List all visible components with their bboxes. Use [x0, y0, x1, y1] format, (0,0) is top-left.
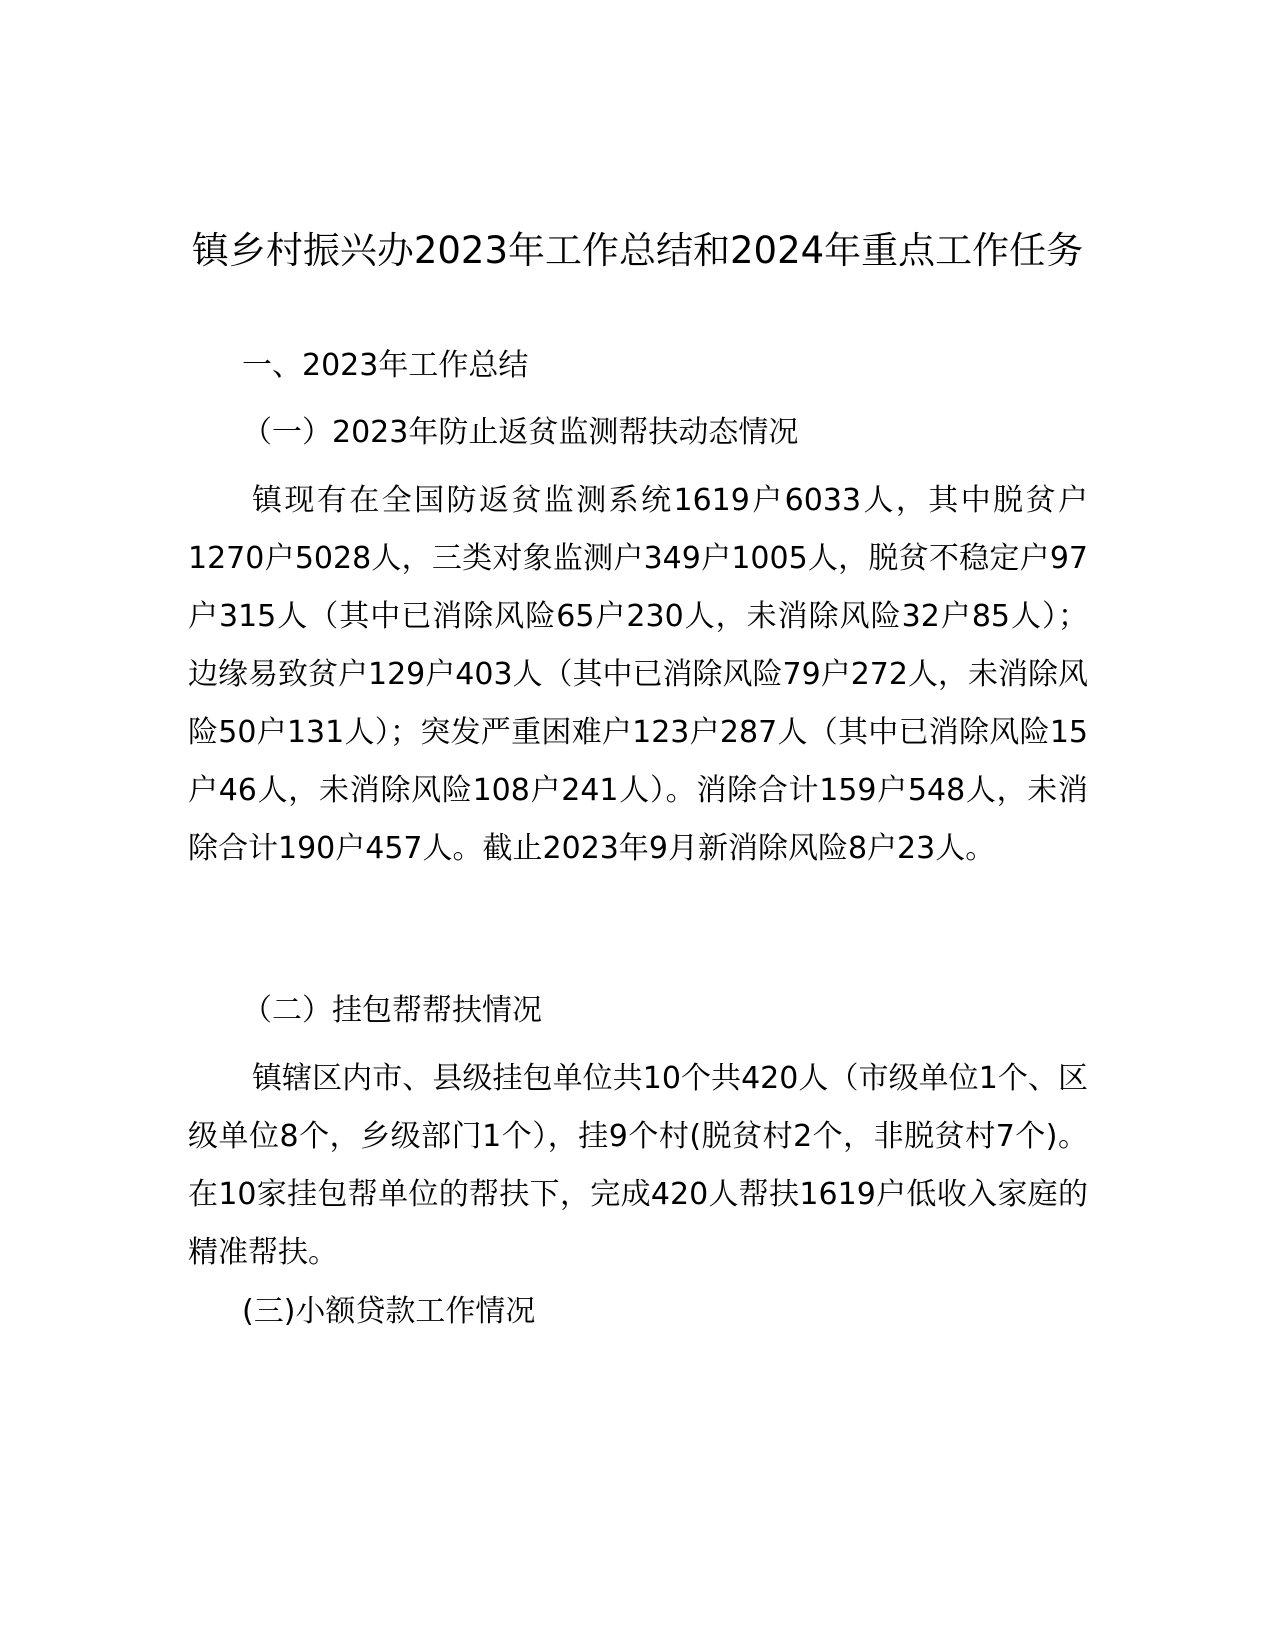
subsection-heading-monitoring: （一）2023年防止返贫监测帮扶动态情况 — [242, 415, 799, 450]
paragraph-monitoring: 镇现有在全国防返贫监测系统1619户6033人，其中脱贫户1270户5028人，三类对象监测户349户1005人，脱贫不稳定户97户315人（其中已消除风险65户230人，未消除风险32户85人）；边缘易致贫户129户403人（其中已消除风险79户272人，未消除风险50户131人）；突发严重困难户123户287人（其中已消除风险15户46人，未消除风险108户241人）。消除合计159户548人，未消除合计190户457人。截止2023年9月新消除风险8户23人。 — [188, 483, 1088, 866]
subsection-heading-assistance: （二）挂包帮帮扶情况 — [242, 993, 542, 1028]
paragraph-assistance: 镇辖区内市、县级挂包单位共10个共420人（市级单位1个、区级单位8个，乡级部门1个），挂9个村(脱贫村2个，非脱贫村7个)。在10家挂包帮单位的帮扶下，完成420人帮扶1619户低收入家庭的精准帮扶。 — [188, 1061, 1088, 1270]
subsection-heading-microloan: (三)小额贷款工作情况 — [242, 1294, 536, 1329]
document-title: 镇乡村振兴办2023年工作总结和2024年重点工作任务 — [191, 229, 1084, 272]
section-heading-summary: 一、2023年工作总结 — [242, 348, 529, 383]
